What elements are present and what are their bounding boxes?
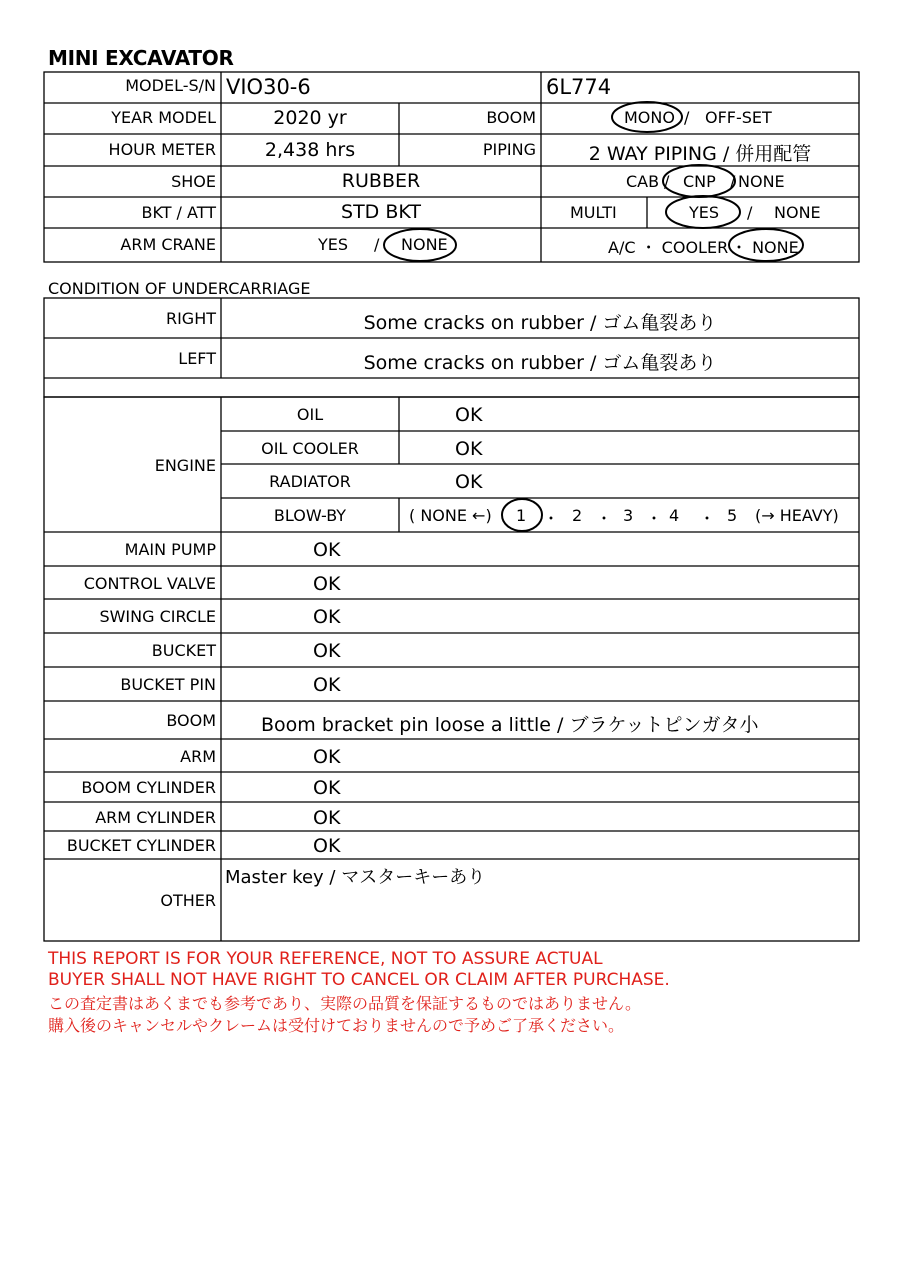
shoe-value: RUBBER bbox=[341, 170, 421, 192]
arm-cylinder-label: ARM CYLINDER bbox=[95, 808, 216, 827]
engine-oil-value: OK bbox=[455, 404, 483, 426]
document-title: MINI EXCAVATOR bbox=[48, 46, 234, 70]
ac-cooler-label: A/C ・ COOLER bbox=[608, 238, 729, 257]
arm-label: ARM bbox=[180, 747, 216, 766]
boom-option-mono: MONO bbox=[624, 108, 675, 127]
bucket-cylinder-value: OK bbox=[313, 835, 341, 857]
engine-oil-label: OIL bbox=[296, 405, 324, 424]
main-pump-label: MAIN PUMP bbox=[124, 540, 216, 559]
blowby-scale-dot-4: ・ bbox=[699, 509, 716, 528]
piping-value: 2 WAY PIPING / 併用配管 bbox=[588, 143, 812, 165]
arm-crane-option-none: NONE bbox=[401, 235, 448, 254]
blowby-scale-4: 4 bbox=[669, 506, 680, 525]
bucket-value: OK bbox=[313, 640, 341, 662]
boom-cylinder-value: OK bbox=[313, 777, 341, 799]
cab-option-none-separator: / bbox=[730, 172, 736, 191]
engine-blowby-label: BLOW-BY bbox=[273, 506, 347, 525]
control-valve-label: CONTROL VALVE bbox=[83, 574, 216, 593]
blowby-scale-dot-1: ・ bbox=[543, 509, 560, 528]
undercarriage-left-value: Some cracks on rubber / ゴム亀裂あり bbox=[363, 352, 717, 374]
engine-oilcooler-label: OIL COOLER bbox=[261, 439, 359, 458]
control-valve-value: OK bbox=[313, 573, 341, 595]
model-sn-label: MODEL-S/N bbox=[125, 76, 216, 95]
arm-crane-label: ARM CRANE bbox=[120, 235, 216, 254]
undercarriage-right-label: RIGHT bbox=[165, 309, 216, 328]
cab-option-cab: CAB bbox=[626, 172, 660, 191]
arm-value: OK bbox=[313, 746, 341, 768]
boom-cylinder-label: BOOM CYLINDER bbox=[81, 778, 216, 797]
multi-option-yes: YES bbox=[689, 203, 720, 222]
disclaimer-line-4: 購入後のキャンセルやクレームは受付けておりませんので予めご了承ください。 bbox=[48, 1016, 625, 1035]
bkt-att-label: BKT / ATT bbox=[141, 203, 216, 222]
ac-option-none: ・ NONE bbox=[731, 238, 799, 257]
blowby-scale-heavy: (→ HEAVY) bbox=[755, 506, 839, 525]
cab-option-cnp: CNP bbox=[683, 172, 716, 191]
serial-value: 6L774 bbox=[546, 75, 612, 99]
disclaimer-line-3: この査定書はあくまでも参考であり、実際の品質を保証するものではありません。 bbox=[48, 994, 641, 1013]
bucket-pin-label: BUCKET PIN bbox=[120, 675, 216, 694]
other-value: Master key / マスターキーあり bbox=[225, 867, 486, 888]
boom-option-separator: / bbox=[684, 108, 690, 127]
boom-option-offset: OFF-SET bbox=[705, 108, 772, 127]
blowby-scale-none: ( NONE ←) bbox=[409, 506, 492, 525]
arm-crane-option-separator: / bbox=[374, 235, 380, 254]
blowby-scale-dot-3: ・ bbox=[646, 509, 663, 528]
bkt-value: STD BKT bbox=[341, 201, 421, 223]
cab-option-none: NONE bbox=[738, 172, 785, 191]
piping-label: PIPING bbox=[482, 140, 536, 159]
blowby-scale-5: 5 bbox=[727, 506, 738, 525]
year-model-label: YEAR MODEL bbox=[111, 108, 216, 127]
swing-circle-value: OK bbox=[313, 606, 341, 628]
hour-meter-label: HOUR METER bbox=[108, 140, 216, 159]
multi-label: MULTI bbox=[570, 203, 617, 222]
blowby-scale-3: 3 bbox=[623, 506, 634, 525]
year-value: 2020 yr bbox=[273, 107, 347, 129]
blowby-scale-1: 1 bbox=[516, 506, 527, 525]
engine-radiator-value: OK bbox=[455, 471, 483, 493]
arm-cylinder-value: OK bbox=[313, 807, 341, 829]
multi-option-separator: / bbox=[747, 203, 753, 222]
swing-circle-label: SWING CIRCLE bbox=[99, 607, 216, 626]
multi-option-none: NONE bbox=[774, 203, 821, 222]
boom-value: Boom bracket pin loose a little / ブラケットピンガタ小 bbox=[261, 714, 759, 736]
bucket-pin-value: OK bbox=[313, 674, 341, 696]
engine-oilcooler-value: OK bbox=[455, 438, 483, 460]
bucket-label: BUCKET bbox=[151, 641, 216, 660]
undercarriage-right-value: Some cracks on rubber / ゴム亀裂あり bbox=[363, 312, 717, 334]
disclaimer-line-2: BUYER SHALL NOT HAVE RIGHT TO CANCEL OR CLAIM AFTER PURCHASE. bbox=[48, 970, 670, 990]
shoe-label: SHOE bbox=[171, 172, 216, 191]
bucket-cylinder-label: BUCKET CYLINDER bbox=[66, 836, 216, 855]
undercarriage-left-label: LEFT bbox=[178, 349, 216, 368]
boom-type-label: BOOM bbox=[486, 108, 536, 127]
hours-value: 2,438 hrs bbox=[264, 139, 356, 161]
other-label: OTHER bbox=[160, 891, 216, 910]
boom-label: BOOM bbox=[166, 711, 216, 730]
blowby-scale-dot-2: ・ bbox=[596, 509, 613, 528]
model-value: VIO30-6 bbox=[226, 75, 311, 99]
disclaimer-line-1: THIS REPORT IS FOR YOUR REFERENCE, NOT TO ASSURE ACTUAL bbox=[48, 949, 603, 969]
engine-label: ENGINE bbox=[154, 456, 216, 475]
main-pump-value: OK bbox=[313, 539, 341, 561]
blowby-scale-2: 2 bbox=[572, 506, 583, 525]
cab-option-separator: / bbox=[664, 172, 670, 191]
engine-radiator-label: RADIATOR bbox=[269, 472, 351, 491]
arm-crane-option-yes: YES bbox=[318, 235, 349, 254]
undercarriage-heading: CONDITION OF UNDERCARRIAGE bbox=[48, 279, 311, 298]
